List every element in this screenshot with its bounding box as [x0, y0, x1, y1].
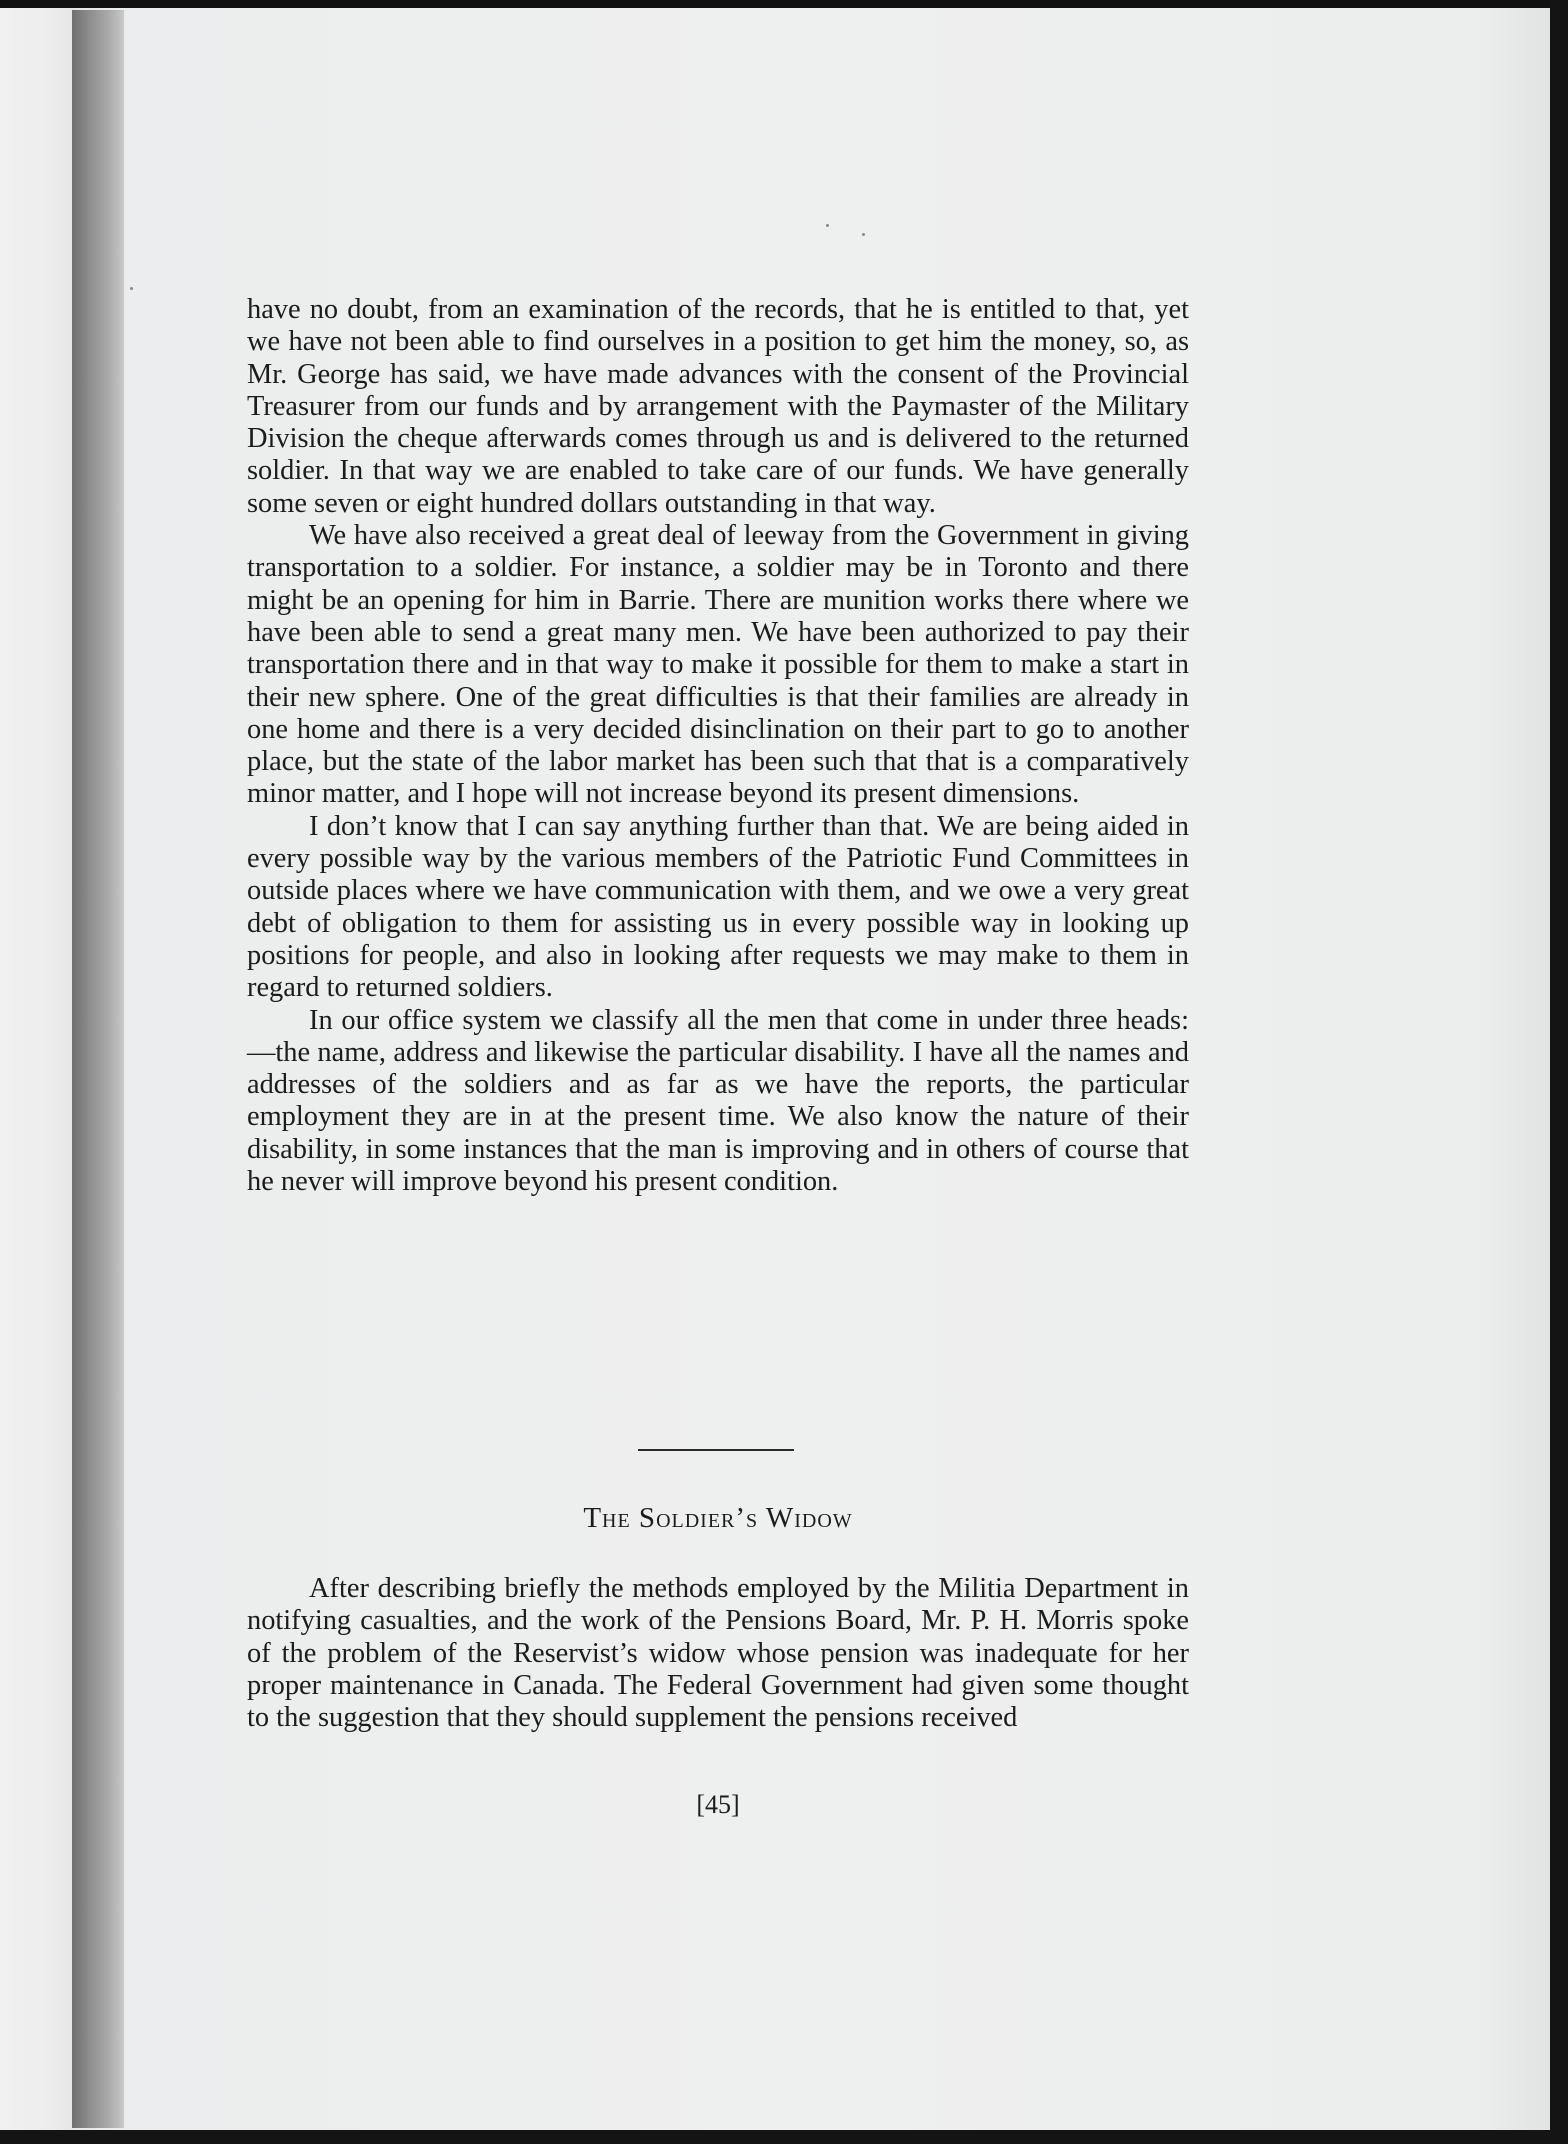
facing-page-edge [0, 8, 72, 2130]
dust-speck [130, 287, 133, 290]
section-heading: The Soldier’s Widow [583, 1502, 853, 1534]
dust-speck [862, 233, 865, 236]
paragraph: In our office system we classify all the men that come in under three heads:—the name, address and likewise the particular disability. I have all the names and addresses of the soldiers and as far as we have the reports, the particular employment they are in at the present time. We also know the nature of their disability, in some instances that the man is improving and in others of course that he never will improve beyond his present condition. [247, 1004, 1189, 1198]
body-text-bottom [247, 1573, 1189, 1734]
dust-speck [826, 224, 829, 227]
paragraph-continued: have no doubt, from an examination of the records, that he is entitled to that, yet we have not been able to find ourselves in a position to get him the money, so, as Mr. George has said, we have made advances with the consent of the Provincial Treasurer from our funds and by arrangement with the Paymaster of the Military Division the cheque afterwards comes through us and is delivered to the returned soldier. In that way we are enabled to take care of our funds. We have generally some seven or eight hundred dollars outstanding in that way. [247, 294, 1189, 519]
paragraph: I don’t know that I can say anything further than that. We are being aided in every possible way by the various members of the Patriotic Fund Committees in outside places where we have communication with them, and we owe a very great debt of obligation to them for assisting us in every possible way in looking up positions for people, and also in looking after requests we may make to them in regard to returned soldiers. [247, 810, 1189, 1004]
paragraph: We have also received a great deal of leeway from the Government in giving transportation to a soldier. For instance, a soldier may be in Toronto and there might be an opening for him in Barrie. There are munition works there where we have been able to send a great many men. We have been authorized to pay their transportation there and in that way to make it possible for them to make a start in their new sphere. One of the great difficulties is that their families are already in one home and there is a very decided disinclination on their part to go to another place, but the state of the labor market has been such that that is a comparatively minor matter, and I hope will not increase beyond its present dimensions. [247, 520, 1189, 810]
paragraph: After describing briefly the methods employed by the Militia Department in notifying casualties, and the work of the Pensions Board, Mr. P. H. Morris spoke of the problem of the Reservist’s widow whose pension was inadequate for her proper maintenance in Canada. The Federal Government had given some thought to the suggestion that they should supplement the pensions received [247, 1573, 1189, 1734]
scan-border-bottom [0, 2130, 1568, 2144]
body-text-top [247, 294, 1189, 1198]
page-number: [45] [696, 1790, 740, 1819]
scan-border-right [1550, 0, 1568, 2144]
binding-shadow [72, 10, 124, 2128]
section-divider [638, 1449, 794, 1451]
